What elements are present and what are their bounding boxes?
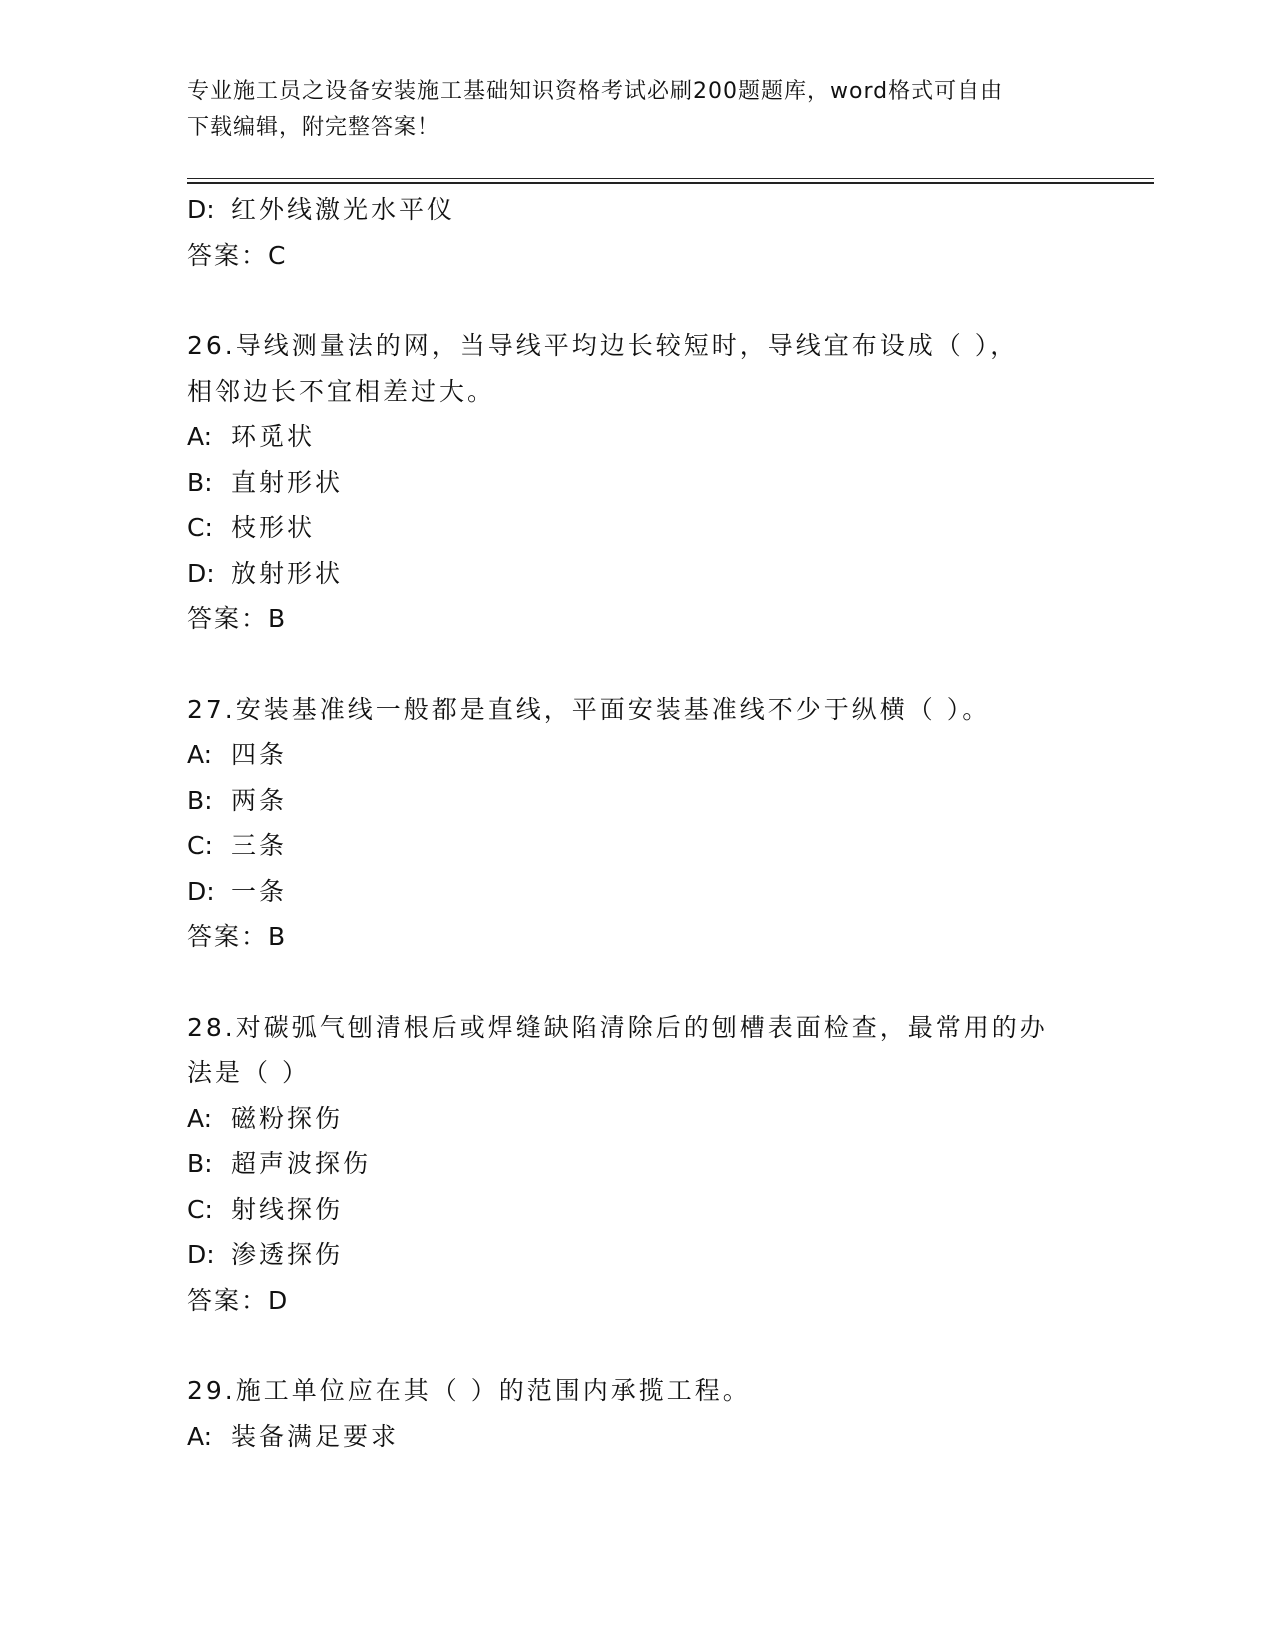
- option-text: 射线探伤: [231, 1194, 344, 1224]
- answer-value: B: [268, 604, 286, 633]
- option-b: [187, 1141, 1087, 1187]
- option-key: A:: [187, 1421, 213, 1451]
- option-d: [187, 551, 1087, 597]
- option-key: D:: [187, 558, 215, 588]
- option-text: 三条: [231, 831, 288, 860]
- option-text: 放射形状: [231, 558, 344, 588]
- answer-previous: [187, 233, 1087, 279]
- option-text: 磁粉探伤: [231, 1103, 344, 1133]
- question-list: [187, 187, 1087, 1459]
- answer-label: 答案：: [187, 1285, 269, 1315]
- question-29: [187, 1368, 1087, 1459]
- option-text: 四条: [231, 740, 288, 769]
- option-key: A:: [187, 422, 213, 451]
- header-title-line-2: 下载编辑，附完整答案！: [187, 115, 441, 140]
- question-26: [187, 323, 1087, 642]
- option-key: C:: [187, 831, 213, 860]
- header-title-line-1: 专业施工员之设备安装施工基础知识资格考试必刷200题题库，word格式可自由: [187, 79, 1004, 104]
- answer: [187, 596, 1087, 642]
- option-text: 直射形状: [231, 467, 344, 497]
- option-key: D:: [187, 876, 215, 906]
- answer-value: B: [268, 922, 286, 951]
- answer-value: D: [268, 1285, 288, 1315]
- answer-label: 答案：: [187, 240, 269, 270]
- option-key: B:: [187, 467, 213, 497]
- option-d-previous: [187, 187, 1087, 233]
- header-rule-thick: [187, 182, 1154, 184]
- option-text: 枝形状: [231, 513, 316, 542]
- option-text: 渗透探伤: [231, 1240, 344, 1269]
- option-key: B:: [187, 785, 213, 815]
- option-text: 环觅状: [231, 422, 316, 451]
- answer-value: C: [268, 240, 286, 270]
- option-a: [187, 414, 1087, 460]
- answer: [187, 1278, 1087, 1324]
- option-b: [187, 778, 1087, 824]
- option-a: [187, 1414, 1087, 1460]
- option-key: C:: [187, 1194, 213, 1224]
- question-stem-line-1: 29.施工单位应在其（ ）的范围内承揽工程。: [187, 1376, 751, 1405]
- option-c: [187, 1187, 1087, 1233]
- option-text: 装备满足要求: [231, 1421, 400, 1451]
- answer: [187, 914, 1087, 960]
- option-b: [187, 460, 1087, 506]
- question-stem-line-2: 法是（ ）: [187, 1058, 310, 1087]
- option-d: [187, 869, 1087, 915]
- option-c: [187, 823, 1087, 869]
- question-stem-line-2: 相邻边长不宜相差过大。: [187, 376, 496, 406]
- spacer: [187, 960, 1087, 1005]
- option-a: [187, 1096, 1087, 1142]
- question-stem-line-1: 28.对碳弧气刨清根后或焊缝缺陷清除后的刨槽表面检查，最常用的办: [187, 1012, 1048, 1042]
- option-text: 两条: [231, 785, 288, 815]
- option-d: [187, 1232, 1087, 1278]
- option-text: 超声波探伤: [231, 1149, 372, 1178]
- answer-label: 答案：: [187, 922, 269, 951]
- spacer: [187, 642, 1087, 687]
- option-key: D:: [187, 195, 215, 224]
- option-text: 红外线激光水平仪: [231, 195, 456, 224]
- header-rule-thin: [187, 178, 1154, 179]
- spacer: [187, 278, 1087, 323]
- answer-label: 答案：: [187, 604, 269, 633]
- spacer: [187, 1323, 1087, 1368]
- option-key: D:: [187, 1240, 215, 1269]
- option-key: A:: [187, 740, 213, 769]
- option-key: B:: [187, 1149, 213, 1178]
- option-key: C:: [187, 513, 213, 542]
- question-stem-line-1: 26.导线测量法的网，当导线平均边长较短时，导线宜布设成（ ），: [187, 331, 1019, 360]
- question-stem-line-1: 27.安装基准线一般都是直线，平面安装基准线不少于纵横（ ）。: [187, 694, 991, 724]
- question-28: [187, 1005, 1087, 1324]
- option-c: [187, 505, 1087, 551]
- question-27: [187, 687, 1087, 960]
- option-text: 一条: [231, 876, 288, 906]
- option-a: [187, 732, 1087, 778]
- document-header: [187, 74, 1067, 146]
- option-key: A:: [187, 1103, 213, 1133]
